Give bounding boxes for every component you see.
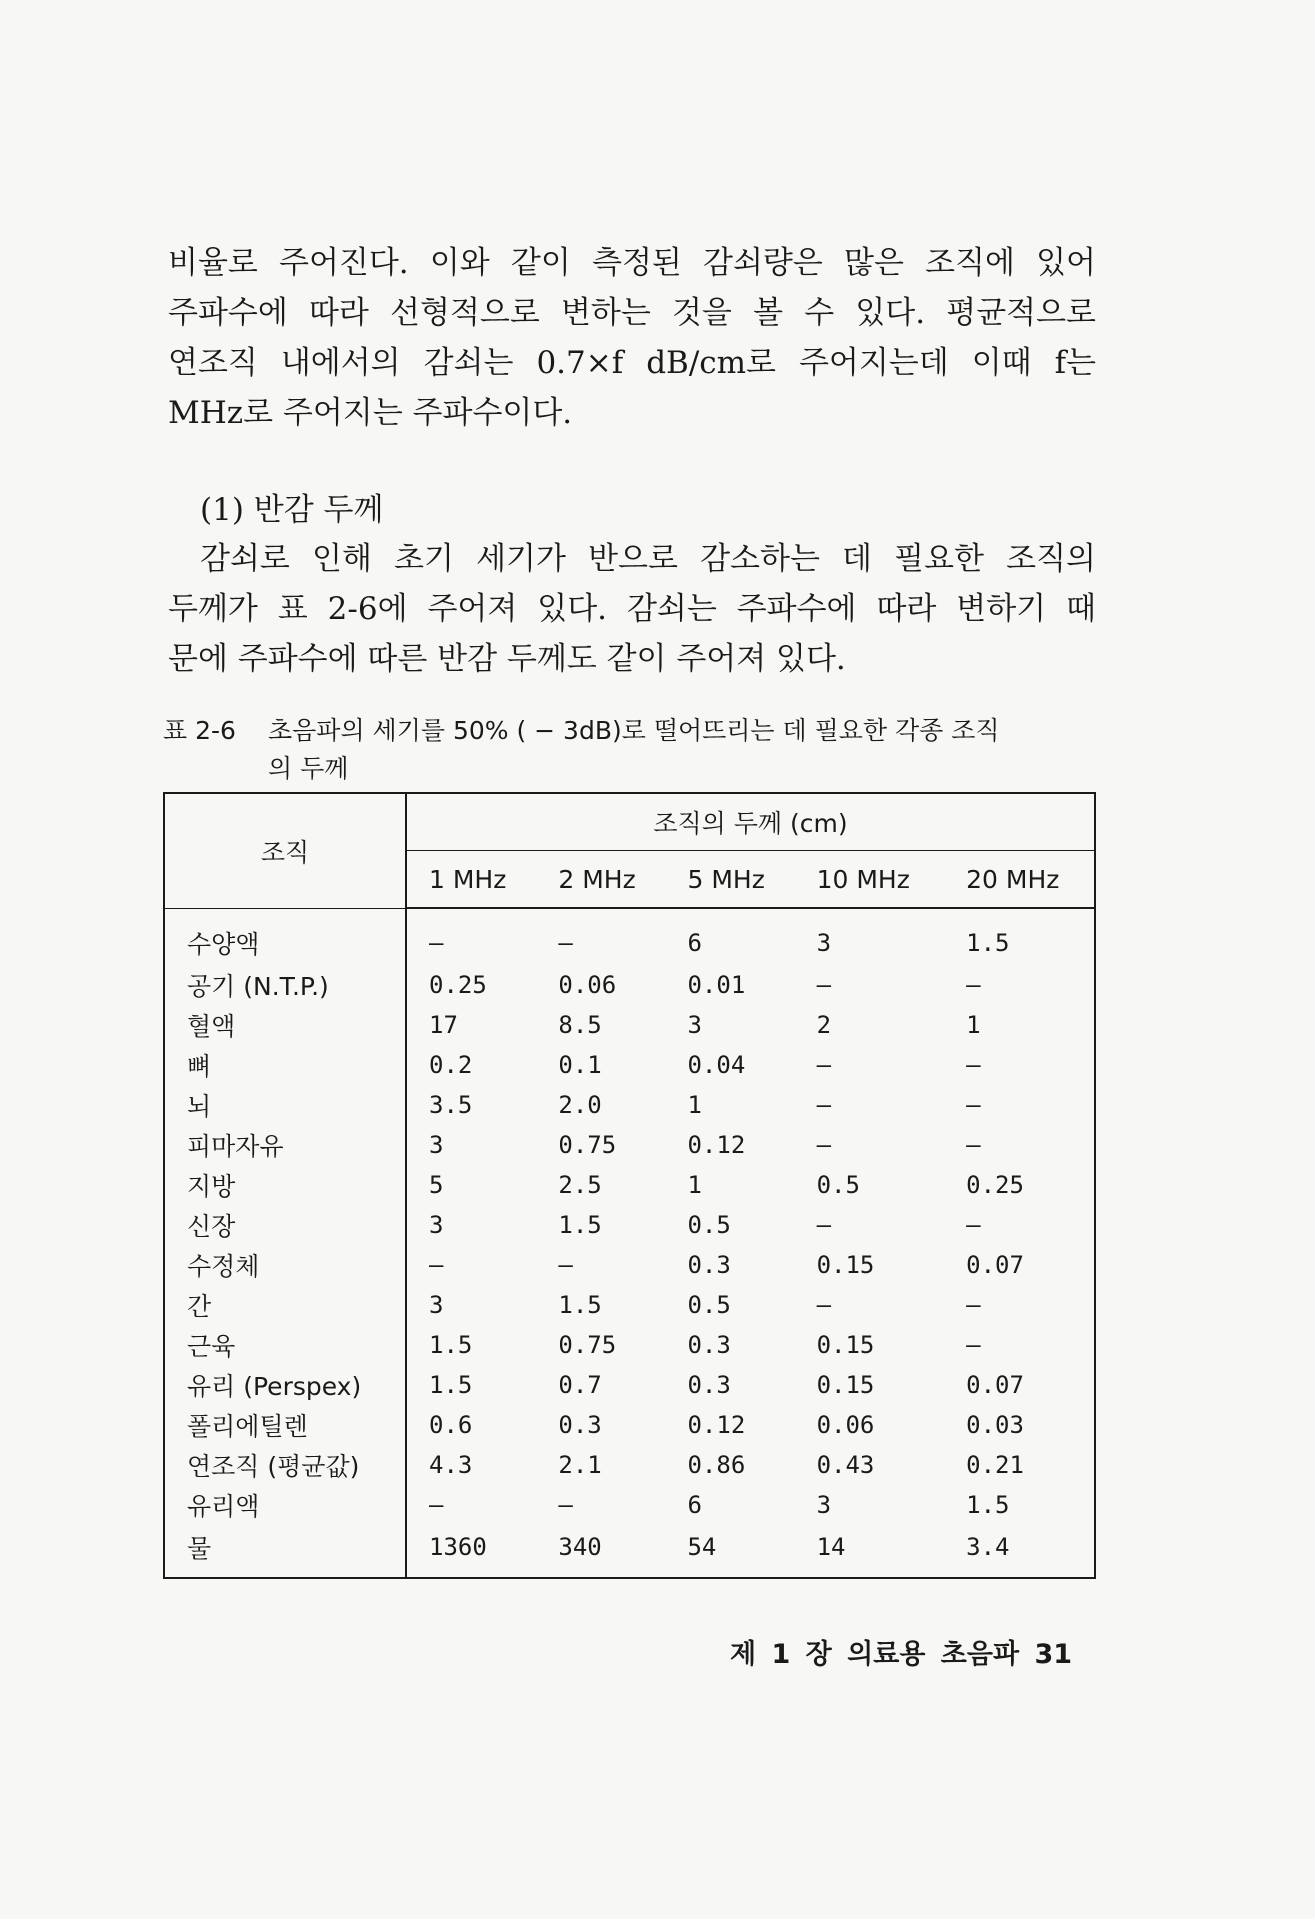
thickness-value: 2.0 (558, 1091, 602, 1119)
tissue-name: 지방 (164, 1165, 406, 1205)
thickness-value: — (816, 1291, 832, 1319)
thickness-value: — (966, 971, 981, 999)
thickness-value: 3.5 (429, 1091, 473, 1119)
tissue-name: 신장 (164, 1205, 406, 1245)
table-caption (163, 712, 1098, 788)
text-line: 비율로 주어진다. 이와 같이 측정된 감쇠량은 많은 조직에 있어 (168, 245, 1096, 281)
thickness-value: 0.5 (816, 1171, 860, 1199)
thickness-value: — (558, 1251, 573, 1279)
table-row (164, 1205, 1095, 1245)
thickness-value: 3.4 (966, 1533, 1010, 1561)
thickness-value: 0.75 (558, 1131, 617, 1159)
tissue-name: 수정체 (164, 1245, 406, 1285)
thickness-value: 0.07 (966, 1251, 1024, 1279)
thickness-value: 3 (429, 1291, 444, 1319)
thickness-value: 0.25 (429, 971, 487, 999)
thickness-value: 0.03 (966, 1411, 1024, 1439)
thickness-value: 0.2 (429, 1051, 473, 1079)
thickness-value: 0.3 (687, 1371, 731, 1399)
thickness-value: 0.12 (687, 1131, 746, 1159)
thickness-value: 340 (558, 1533, 602, 1561)
thickness-value: 8.5 (558, 1011, 602, 1039)
thickness-value: 0.3 (687, 1251, 731, 1279)
thickness-value: 0.01 (687, 971, 746, 999)
thickness-value: 0.3 (558, 1411, 602, 1439)
tissue-name: 공기 (N.T.P.) (164, 965, 406, 1005)
thickness-value: — (966, 1131, 981, 1159)
frequency-header: 20 MHz (944, 851, 1095, 909)
tissue-name: 간 (164, 1285, 406, 1325)
thickness-value: 1.5 (966, 1491, 1010, 1519)
thickness-value: 2.5 (558, 1171, 602, 1199)
thickness-value: — (966, 1051, 981, 1079)
text-line: 주파수에 따라 선형적으로 변하는 것을 볼 수 있다. 평균적으로 (168, 295, 1096, 331)
tissue-name: 근육 (164, 1325, 406, 1365)
paragraph-attenuation (168, 238, 1096, 438)
thickness-value: 3 (816, 1491, 832, 1519)
tissue-name: 폴리에틸렌 (164, 1405, 406, 1445)
thickness-value: — (966, 1211, 981, 1239)
table-row (164, 1245, 1095, 1285)
table-row (164, 1045, 1095, 1085)
thickness-value: 0.7 (558, 1371, 602, 1399)
table-number: 표 2-6 (163, 716, 236, 745)
thickness-value: 0.15 (816, 1251, 875, 1279)
thickness-value: 0.21 (966, 1451, 1024, 1479)
tissue-name: 뼈 (164, 1045, 406, 1085)
table-row (164, 1365, 1095, 1405)
table-row (164, 1085, 1095, 1125)
thickness-value: 0.06 (816, 1411, 875, 1439)
thickness-value: — (429, 1491, 444, 1519)
thickness-value: 0.1 (558, 1051, 602, 1079)
tissue-name: 피마자유 (164, 1125, 406, 1165)
thickness-value: 3 (429, 1131, 444, 1159)
frequency-header: 1 MHz (406, 851, 536, 909)
thickness-value: 1.5 (966, 929, 1010, 957)
tissue-name: 혈액 (164, 1005, 406, 1045)
thickness-value: 5 (429, 1171, 444, 1199)
thickness-value: — (966, 1091, 981, 1119)
thickness-value: 0.04 (687, 1051, 746, 1079)
tissue-header: 조직 (164, 793, 406, 908)
thickness-value: 2.1 (558, 1451, 602, 1479)
paragraph-half-thickness (168, 534, 1096, 684)
table-row (164, 1405, 1095, 1445)
tissue-name: 유리 (Perspex) (164, 1365, 406, 1405)
thickness-value: 3 (429, 1211, 444, 1239)
thickness-value: 1 (966, 1011, 981, 1039)
frequency-header: 10 MHz (795, 851, 945, 909)
table-row (164, 965, 1095, 1005)
tissue-name: 물 (164, 1525, 406, 1578)
table-row (164, 1445, 1095, 1485)
section-heading: (1) 반감 두께 (200, 492, 384, 528)
tissue-name: 연조직 (평균값) (164, 1445, 406, 1485)
half-thickness-table (163, 792, 1096, 1579)
thickness-value: 14 (816, 1533, 846, 1561)
thickness-value: — (966, 1291, 981, 1319)
thickness-value: 3 (687, 1011, 702, 1039)
thickness-value: — (816, 1211, 832, 1239)
frequency-header: 5 MHz (665, 851, 794, 909)
thickness-value: 0.15 (816, 1371, 875, 1399)
table-row (164, 1525, 1095, 1578)
table-row (164, 1165, 1095, 1205)
text-line: 두께가 표 2-6에 주어져 있다. 감쇠는 주파수에 따라 변하기 때 (168, 591, 1096, 627)
text-line: 감쇠로 인해 초기 세기가 반으로 감소하는 데 필요한 조직의 (200, 541, 1096, 577)
table-row (164, 1005, 1095, 1045)
thickness-value: 2 (816, 1011, 832, 1039)
thickness-value: 1.5 (558, 1211, 602, 1239)
table-body (164, 908, 1095, 1578)
thickness-value: 6 (687, 1491, 702, 1519)
thickness-value: 0.5 (687, 1211, 731, 1239)
thickness-value: — (816, 1131, 832, 1159)
thickness-value: 1.5 (429, 1331, 473, 1359)
thickness-value: — (429, 929, 444, 957)
tissue-name: 유리액 (164, 1485, 406, 1525)
thickness-value: — (429, 1251, 444, 1279)
thickness-value: — (558, 1491, 573, 1519)
thickness-value: 1 (687, 1091, 702, 1119)
text-line: 문에 주파수에 따른 반감 두께도 같이 주어져 있다. (168, 641, 846, 677)
thickness-value: — (966, 1331, 981, 1359)
text-line: MHz로 주어지는 주파수이다. (168, 395, 573, 431)
thickness-value: — (558, 929, 573, 957)
caption-line: 의 두께 (268, 754, 349, 783)
thickness-value: 0.75 (558, 1331, 617, 1359)
thickness-value: 0.12 (687, 1411, 746, 1439)
thickness-value: 0.6 (429, 1411, 473, 1439)
thickness-group-header: 조직의 두께 (cm) (406, 793, 1095, 851)
thickness-value: 0.43 (816, 1451, 875, 1479)
table-row (164, 1485, 1095, 1525)
thickness-value: 0.06 (558, 971, 617, 999)
frequency-header: 2 MHz (536, 851, 665, 909)
table-row (164, 1125, 1095, 1165)
tissue-name: 뇌 (164, 1085, 406, 1125)
thickness-value: 4.3 (429, 1451, 473, 1479)
thickness-value: 0.15 (816, 1331, 875, 1359)
thickness-value: 17 (429, 1011, 458, 1039)
thickness-value: 0.86 (687, 1451, 746, 1479)
thickness-value: 1.5 (558, 1291, 602, 1319)
table-row (164, 1325, 1095, 1365)
thickness-value: 54 (687, 1533, 717, 1561)
page-footer: 제 1 장 의료용 초음파 31 (730, 1639, 1073, 1670)
tissue-name: 수양액 (164, 908, 406, 965)
thickness-value: 1.5 (429, 1371, 473, 1399)
thickness-value: — (816, 1051, 832, 1079)
table-row (164, 908, 1095, 965)
thickness-value: 0.5 (687, 1291, 731, 1319)
text-line: 연조직 내에서의 감쇠는 0.7×f dB/cm로 주어지는데 이때 f는 (168, 345, 1096, 381)
thickness-value: 3 (816, 929, 832, 957)
thickness-value: 0.3 (687, 1331, 731, 1359)
thickness-value: 0.25 (966, 1171, 1024, 1199)
thickness-value: 1360 (429, 1533, 487, 1561)
thickness-value: 1 (687, 1171, 702, 1199)
thickness-value: 0.07 (966, 1371, 1024, 1399)
thickness-value: — (816, 971, 832, 999)
thickness-value: — (816, 1091, 832, 1119)
thickness-value: 6 (687, 929, 702, 957)
caption-line: 초음파의 세기를 50% ( − 3dB)로 떨어뜨리는 데 필요한 각종 조직 (268, 716, 1000, 745)
table-row (164, 1285, 1095, 1325)
